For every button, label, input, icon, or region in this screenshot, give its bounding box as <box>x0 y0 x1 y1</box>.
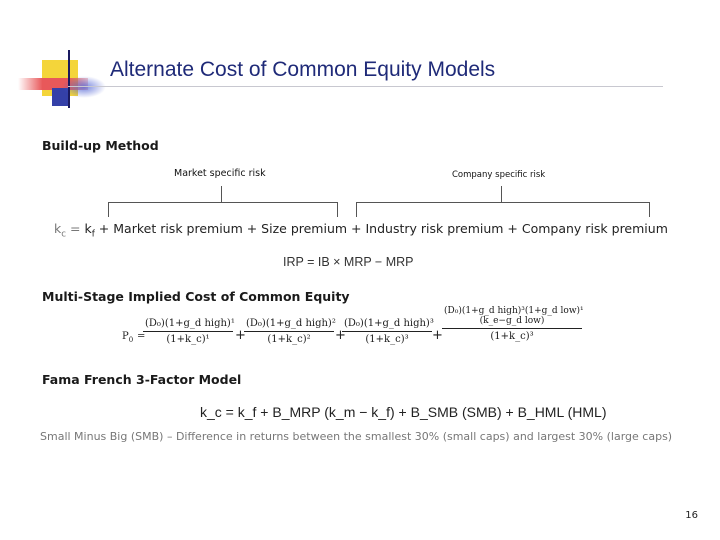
term-2: (D₀)(1+g_d high)² (1+k_c)² <box>246 318 336 345</box>
cutoff-smb-text: Small Minus Big (SMB) – Difference in returns between the smallest 30% (small caps) and largest 30% (large caps) <box>40 430 673 443</box>
company-risk-label: Company specific risk <box>452 170 546 180</box>
market-bracket <box>108 202 338 217</box>
buildup-heading: Build-up Method <box>42 138 159 153</box>
lhs-kc: $k_c$ <box>54 221 67 240</box>
slide-title: Alternate Cost of Common Equity Models <box>110 58 496 81</box>
term-1: (D₀)(1+g_d high)¹ (1+k_c)¹ <box>145 318 235 345</box>
irp-equation: IRP = IB × MRP − MRP <box>283 255 414 269</box>
term-3: (D₀)(1+g_d high)³ (1+k_c)³ <box>344 318 434 345</box>
market-bracket-tick <box>221 186 222 202</box>
rf-kf: $k_f$ <box>84 221 95 240</box>
plus-2: + <box>335 328 346 343</box>
famafrench-heading: Fama French 3-Factor Model <box>42 372 242 387</box>
plus-3: + <box>432 328 443 343</box>
title-underline <box>68 86 663 87</box>
company-bracket <box>356 202 650 217</box>
buildup-equation: $k_c = k_f$ + Market risk premium + Size premium + Industry risk premium + Company risk premium <box>54 221 668 240</box>
p0-symbol: $P_0$ <box>122 331 134 344</box>
page-number: 16 <box>685 510 698 521</box>
logo-vertical-line <box>68 50 70 108</box>
market-risk-label: Market specific risk <box>174 168 266 179</box>
term-4: (D₀)(1+g_d high)³(1+g_d low)¹ (k_e−g_d low) (1+k_c)³ <box>444 306 584 342</box>
plus-1: + <box>235 328 246 343</box>
famafrench-equation: k_c = k_f + B_MRP (k_m − k_f) + B_SMB (SMB) + B_HML (HML) <box>200 404 607 420</box>
multistage-heading: Multi-Stage Implied Cost of Common Equity <box>42 289 350 304</box>
p0-equals: = <box>137 331 146 342</box>
company-bracket-tick <box>501 186 502 202</box>
